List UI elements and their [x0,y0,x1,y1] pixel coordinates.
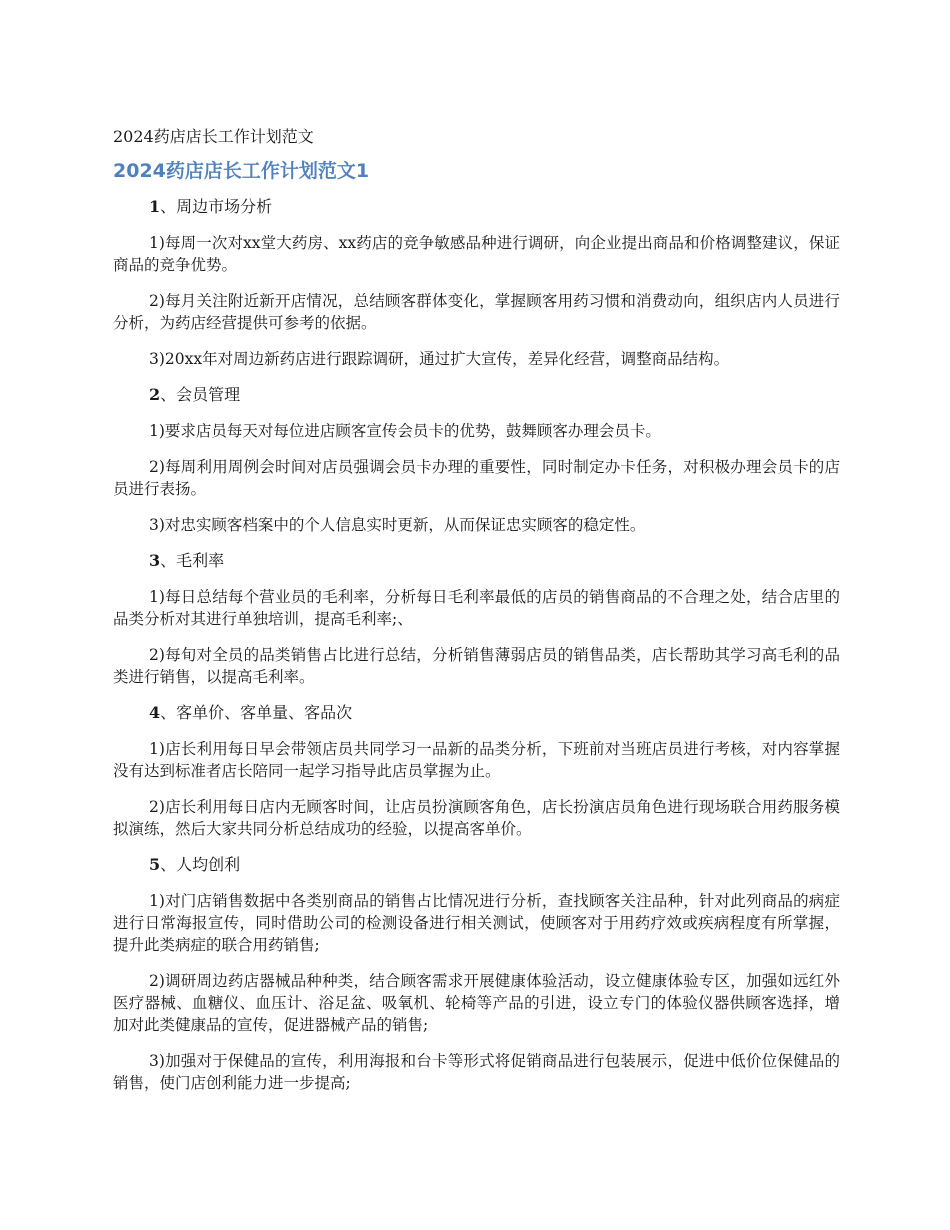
section-title: 、毛利率 [160,551,225,570]
paragraph: 1)每日总结每个营业员的毛利率，分析每日毛利率最低的店员的销售商品的不合理之处，结合店里的品类分析对其进行单独培训，提高毛利率;、 [113,588,840,628]
paragraph: 1)店长利用每日早会带领店员共同学习一品新的品类分析，下班前对当班店员进行考核，对内容掌握没有达到标准者店长陪同一起学习指导此店员掌握为止。 [113,740,840,780]
paragraph: 3)对忠实顾客档案中的个人信息实时更新，从而保证忠实顾客的稳定性。 [149,516,646,534]
paragraph: 2)每周利用周例会时间对店员强调会员卡办理的重要性，同时制定办卡任务，对积极办理会员卡的店员进行表扬。 [113,458,840,498]
paragraph: 2)调研周边药店器械品种种类，结合顾客需求开展健康体验活动，设立健康体验专区，加强如远红外医疗器械、血糖仪、血压计、浴足盆、吸氧机、轮椅等产品的引进，设立专门的体验仪器供顾客选择，增加对此类健康品的宣传，促进器械产品的销售; [113,972,840,1034]
paragraph: 1)每周一次对xx堂大药房、xx药店的竞争敏感品种进行调研，向企业提出商品和价格调整建议，保证商品的竞争优势。 [113,234,840,274]
section-title: 、会员管理 [160,385,241,404]
section-number: 3 [149,551,161,570]
paragraph: 1)要求店员每天对每位进店顾客宣传会员卡的优势，鼓舞顾客办理会员卡。 [149,422,661,440]
document-title: 2024药店店长工作计划范文 [113,127,314,146]
paragraph: 3)20xx年对周边新药店进行跟踪调研，通过扩大宣传，差异化经营，调整商品结构。 [149,350,730,368]
section-number: 1 [149,197,161,216]
section-heading [113,550,840,572]
document-content [113,126,840,1108]
section-title: 、客单价、客单量、客品次 [160,703,353,722]
paragraph: 3)加强对于保健品的宣传，利用海报和台卡等形式将促销商品进行包装展示，促进中低价位保健品的销售，使门店创利能力进一步提高; [113,1052,840,1092]
section-title: 、人均创利 [160,855,241,874]
section-number: 5 [149,855,161,874]
paragraph: 2)店长利用每日店内无顾客时间，让店员扮演顾客角色，店长扮演店员角色进行现场联合用药服务模拟演练，然后大家共同分析总结成功的经验，以提高客单价。 [113,798,840,838]
section-title: 、周边市场分析 [160,197,273,216]
section-number: 4 [149,703,161,722]
document-heading: 2024药店店长工作计划范文1 [113,160,370,182]
section-heading [113,854,840,876]
paragraph: 2)每旬对全员的品类销售占比进行总结，分析销售薄弱店员的销售品类，店长帮助其学习高毛利的品类进行销售，以提高毛利率。 [113,646,840,686]
section-heading [113,702,840,724]
paragraph: 1)对门店销售数据中各类别商品的销售占比情况进行分析，查找顾客关注品种，针对此列商品的病症进行日常海报宣传，同时借助公司的检测设备进行相关测试，使顾客对于用药疗效或疾病程度有所掌握，提升此类病症的联合用药销售; [113,892,840,954]
section-heading [113,196,840,218]
paragraph: 2)每月关注附近新开店情况，总结顾客群体变化，掌握顾客用药习惯和消费动向，组织店内人员进行分析，为药店经营提供可参考的依据。 [113,292,840,332]
section-number: 2 [149,385,161,404]
section-heading [113,384,840,406]
